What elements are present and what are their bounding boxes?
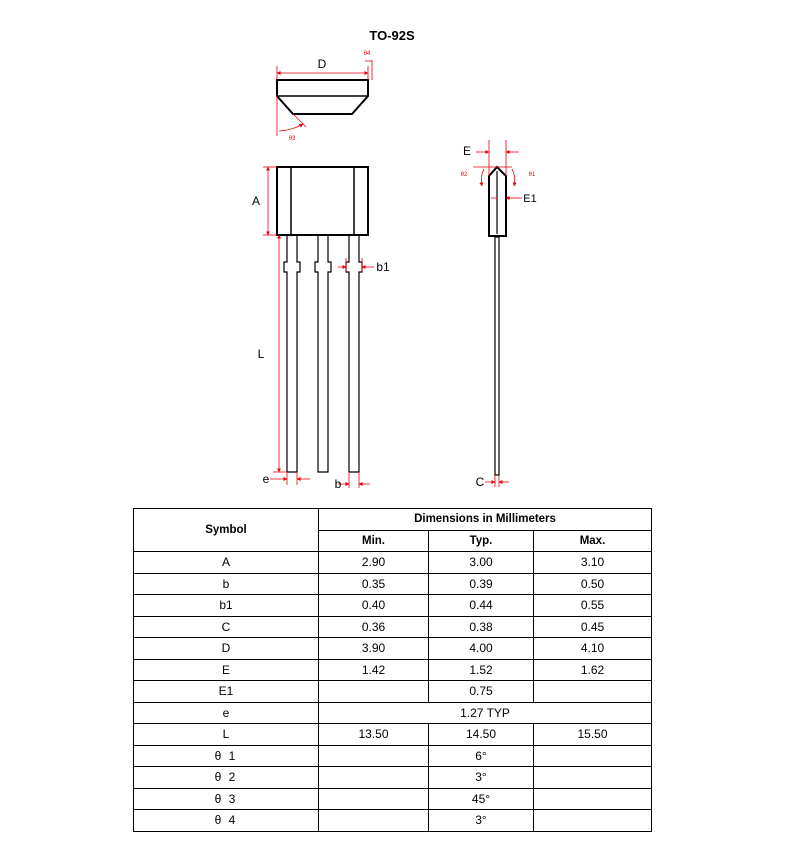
top-view-dimensions	[277, 60, 372, 136]
table-row	[134, 767, 652, 789]
min-cell	[319, 788, 429, 810]
symbol-cell: θ 2	[134, 767, 319, 789]
symbol-cell: b1	[134, 595, 319, 617]
table-row	[134, 638, 652, 660]
table-row	[134, 681, 652, 703]
dim-label-e-width: E	[462, 144, 472, 158]
max-cell: 4.10	[534, 638, 652, 660]
typ-cell: 0.39	[429, 573, 534, 595]
symbol-cell: E1	[134, 681, 319, 703]
table-row	[134, 616, 652, 638]
typ-cell: 3.00	[429, 552, 534, 574]
min-cell: 13.50	[319, 724, 429, 746]
table-row	[134, 810, 652, 832]
typ-cell: 0.75	[429, 681, 534, 703]
symbol-cell: E	[134, 659, 319, 681]
typ-cell: 14.50	[429, 724, 534, 746]
max-cell: 15.50	[534, 724, 652, 746]
dim-label-theta1: θ1	[528, 172, 536, 178]
group-header: Dimensions in Millimeters	[319, 509, 652, 531]
dim-label-l: L	[257, 347, 265, 361]
min-cell: 0.36	[319, 616, 429, 638]
dim-label-theta3: θ3	[288, 136, 296, 142]
table-row	[134, 788, 652, 810]
min-cell	[319, 810, 429, 832]
table-row	[134, 702, 652, 724]
max-header: Max.	[534, 530, 652, 552]
min-cell: 2.90	[319, 552, 429, 574]
front-view-body	[277, 167, 368, 235]
min-cell	[319, 681, 429, 703]
typ-cell: 0.38	[429, 616, 534, 638]
front-view-leads	[284, 236, 362, 472]
max-cell: 0.45	[534, 616, 652, 638]
max-cell	[534, 745, 652, 767]
min-cell: 0.35	[319, 573, 429, 595]
dim-label-d: D	[317, 57, 327, 71]
max-cell	[534, 810, 652, 832]
table-row	[134, 724, 652, 746]
typ-header: Typ.	[429, 530, 534, 552]
symbol-cell: θ 4	[134, 810, 319, 832]
dimensions-table	[133, 508, 652, 832]
min-cell	[319, 767, 429, 789]
min-cell: 1.42	[319, 659, 429, 681]
span-cell: 1.27 TYP	[319, 702, 652, 724]
dim-label-theta2: θ2	[460, 172, 468, 178]
table-row	[134, 595, 652, 617]
dim-label-e1: E1	[523, 193, 537, 205]
typ-cell: 3°	[429, 810, 534, 832]
table-row	[134, 573, 652, 595]
symbol-cell: b	[134, 573, 319, 595]
table-row	[134, 659, 652, 681]
dim-label-a: A	[251, 194, 261, 208]
dim-label-b1: b1	[376, 260, 390, 274]
symbol-cell: θ 3	[134, 788, 319, 810]
symbol-cell: A	[134, 552, 319, 574]
dim-label-e-pitch: e	[262, 472, 270, 486]
typ-cell: 0.44	[429, 595, 534, 617]
dim-label-c: C	[475, 475, 485, 489]
min-header: Min.	[319, 530, 429, 552]
drawing-title: TO-92S	[369, 28, 415, 43]
dim-label-b: b	[334, 477, 342, 491]
symbol-cell: e	[134, 702, 319, 724]
typ-cell: 4.00	[429, 638, 534, 660]
max-cell: 3.10	[534, 552, 652, 574]
typ-cell: 45°	[429, 788, 534, 810]
max-cell: 0.55	[534, 595, 652, 617]
dim-label-theta4: θ4	[363, 51, 371, 57]
max-cell	[534, 788, 652, 810]
symbol-cell: L	[134, 724, 319, 746]
max-cell: 1.62	[534, 659, 652, 681]
min-cell: 3.90	[319, 638, 429, 660]
symbol-header: Symbol	[134, 509, 319, 552]
typ-cell: 6°	[429, 745, 534, 767]
symbol-cell: D	[134, 638, 319, 660]
max-cell	[534, 767, 652, 789]
typ-cell: 1.52	[429, 659, 534, 681]
symbol-cell: θ 1	[134, 745, 319, 767]
side-view	[489, 167, 506, 475]
table-row	[134, 745, 652, 767]
table-header-row	[134, 509, 652, 531]
table-row	[134, 552, 652, 574]
typ-cell: 3°	[429, 767, 534, 789]
max-cell: 0.50	[534, 573, 652, 595]
min-cell	[319, 745, 429, 767]
symbol-cell: C	[134, 616, 319, 638]
top-view	[277, 80, 368, 114]
max-cell	[534, 681, 652, 703]
min-cell: 0.40	[319, 595, 429, 617]
